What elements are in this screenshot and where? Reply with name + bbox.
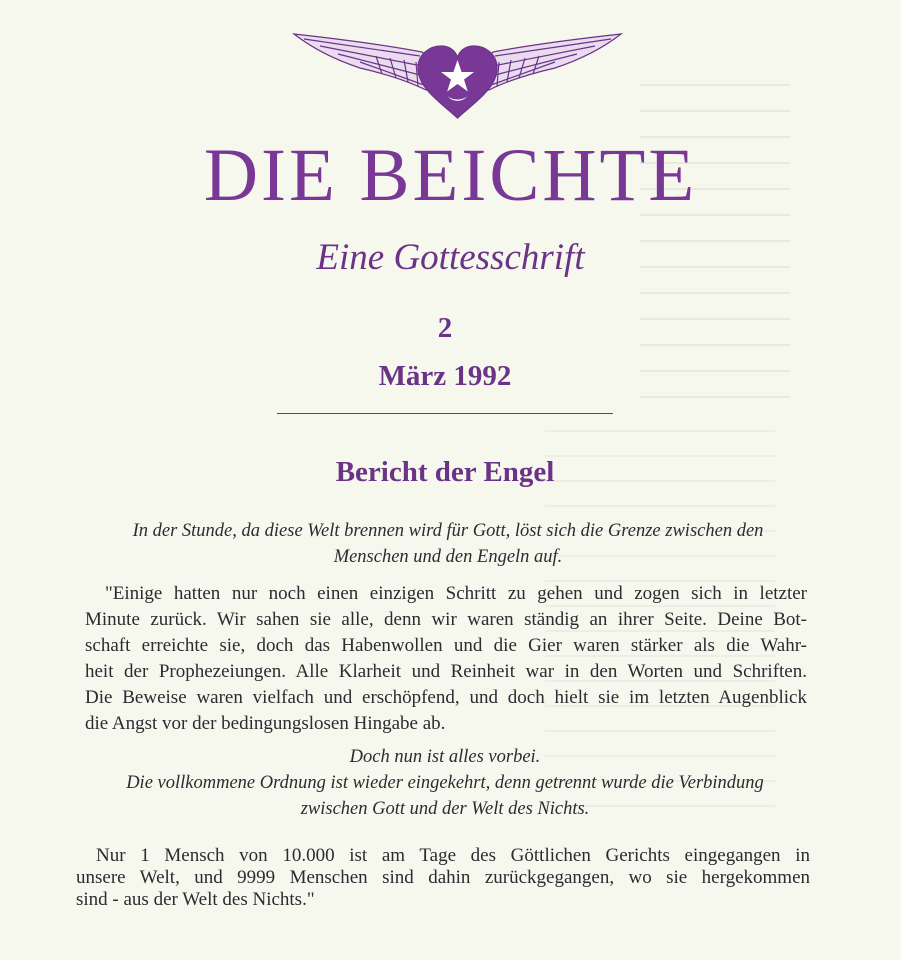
issue-number: 2 — [437, 312, 453, 344]
winged-heart-star-crescent-icon — [290, 30, 625, 122]
closing-line: unsere Welt, und 9999 Menschen sind dahin zurückgegangen, wo sie hergekommen — [76, 867, 810, 888]
article-quote — [85, 581, 807, 737]
quote-line: Minute zurück. Wir sahen sie alle, denn wir waren ständig an ihrer Seite. Deine Bot- — [85, 609, 807, 630]
quote-line: heit der Prophezeiungen. Alle Klarheit und Reinheit war in den Worten und Schriften. — [85, 661, 807, 682]
article-title: Bericht der Engel — [335, 456, 555, 488]
article-closing — [76, 845, 810, 911]
closing-line: Nur 1 Mensch von 10.000 ist am Tage des Göttlichen Gerichts eingegangen in — [96, 845, 810, 866]
interlude-line: Doch nun ist alles vorbei. — [349, 747, 541, 767]
closing-line: sind - aus der Welt des Nichts." — [76, 889, 315, 910]
masthead-title: DIE BEICHTE — [203, 134, 698, 217]
interlude-line: zwischen Gott und der Welt des Nichts. — [300, 799, 590, 819]
quote-line: Die Beweise waren vielfach und erschöpfend, und doch hielt sie im letzten Augenblick — [85, 687, 807, 708]
quote-line: "Einige hatten nur noch einen einzigen Schritt zu gehen und zogen sich in letzter — [105, 583, 807, 604]
issue-date: März 1992 — [378, 360, 512, 392]
article-interlude — [90, 744, 800, 822]
quote-line: schaft erreichte sie, doch das Habenwollen und die Gier waren stärker als die Wahr- — [85, 635, 807, 656]
article-lead — [98, 518, 798, 570]
masthead-subtitle: Eine Gottesschrift — [316, 237, 585, 278]
divider-rule — [277, 413, 613, 414]
quote-line: die Angst vor der bedingungslosen Hingabe ab. — [85, 713, 446, 734]
lead-line: Menschen und den Engeln auf. — [333, 547, 563, 567]
interlude-line: Die vollkommene Ordnung ist wieder eingekehrt, denn getrennt wurde die Verbindung — [126, 773, 764, 793]
lead-line: In der Stunde, da diese Welt brennen wird für Gott, löst sich die Grenze zwischen den — [132, 521, 764, 541]
